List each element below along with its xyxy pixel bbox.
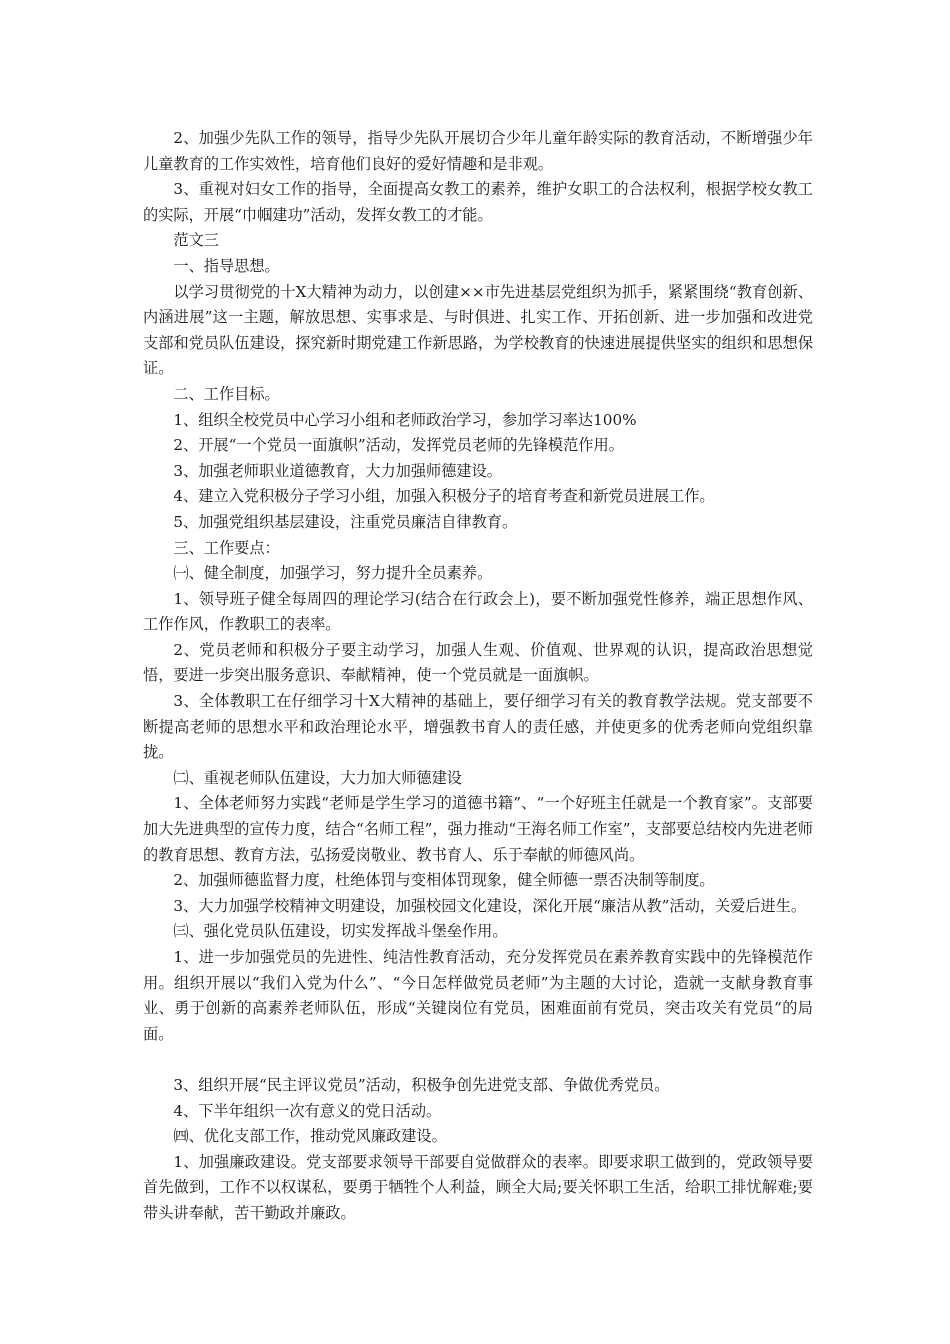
blank-line: [143, 1047, 813, 1073]
subsection-heading: ㈠、健全制度，加强学习，努力提升全员素养。: [173, 564, 493, 583]
list-item: 4、下半年组织一次有意义的党日活动。: [173, 1101, 442, 1120]
section-heading: 二、工作目标。: [173, 384, 280, 403]
section-heading: 一、指导思想。: [173, 256, 280, 275]
section-heading: 三、工作要点：: [173, 538, 280, 557]
document-body: [143, 126, 813, 1227]
list-item: 1、加强廉政建设。党支部要求领导干部要自觉做群众的表率。即要求职工做到的，党政领导要首先做到，工作不以权谋私，要勇于牺牲个人利益，顾全大局;要关怀职工生活，给职工排忧解难;要带头讲奉献，苦干勤政并廉政。: [143, 1152, 813, 1222]
list-item: 1、领导班子健全每周四的理论学习(结合在行政会上)，要不断加强党性修养，端正思想作风、工作作风，作教职工的表率。: [143, 589, 813, 634]
paragraph: 2、加强少先队工作的领导，指导少先队开展切合少年儿童年龄实际的教育活动，不断增强少年儿童教育的工作实效性，培育他们良好的爱好情趣和是非观。: [143, 129, 813, 173]
list-item: 4、建立入党积极分子学习小组，加强入积极分子的培育考查和新党员进展工作。: [173, 487, 715, 506]
list-item: 5、加强党组织基层建设，注重党员廉洁自律教育。: [173, 512, 518, 531]
subsection-heading: ㈢、强化党员队伍建设，切实发挥战斗堡垒作用。: [173, 922, 508, 941]
list-item: 3、大力加强学校精神文明建设，加强校园文化建设，深化开展“廉洁从教”活动，关爱后进生。: [173, 896, 807, 915]
list-item: 3、组织开展“民主评议党员”活动，积极争创先进党支部、争做优秀党员。: [173, 1075, 670, 1094]
paragraph: 3、重视对妇女工作的指导，全面提高女教工的素养，维护女职工的合法权利，根据学校女教工的实际，开展“巾帼建功”活动，发挥女教工的才能。: [143, 180, 813, 224]
list-item: 1、全体老师努力实践“老师是学生学习的道德书籍”、“一个好班主任就是一个教育家”。支部要加大先进典型的宣传力度，结合“名师工程”，强力推动“王海名师工作室”，支部要总结校内先进老师的教育思想、教育方法，弘扬爱岗敬业、教书育人、乐于奉献的师德风尚。: [143, 794, 813, 864]
subsection-heading: ㈣、优化支部工作，推动党风廉政建设。: [173, 1127, 447, 1146]
list-item: 3、全体教职工在仔细学习十X大精神的基础上，要仔细学习有关的教育教学法规。党支部要不断提高老师的思想水平和政治理论水平，增强教书育人的责任感，并使更多的优秀老师向党组织靠拢。: [143, 692, 813, 762]
section-heading: 范文三: [173, 231, 219, 250]
list-item: 1、进一步加强党员的先进性、纯洁性教育活动，充分发挥党员在素养教育实践中的先锋模范作用。组织开展以“我们入党为什么”、“今日怎样做党员老师”为主题的大讨论，造就一支献身教育事业、勇于创新的高素养老师队伍，形成“关键岗位有党员，困难面前有党员，突击攻关有党员”的局面。: [143, 948, 813, 1043]
list-item: 2、党员老师和积极分子要主动学习，加强人生观、价值观、世界观的认识，提高政治思想觉悟，要进一步突出服务意识、奉献精神，使一个党员就是一面旗帜。: [143, 640, 813, 685]
list-item: 3、加强老师职业道德教育，大力加强师德建设。: [173, 461, 502, 480]
subsection-heading: ㈡、重视老师队伍建设，大力加大师德建设: [173, 768, 462, 787]
list-item: 1、组织全校党员中心学习小组和老师政治学习，参加学习率达100%: [173, 410, 637, 429]
list-item: 2、开展“一个党员一面旗帜”活动，发挥党员老师的先锋模范作用。: [173, 436, 624, 455]
list-item: 2、加强师德监督力度，杜绝体罚与变相体罚现象，健全师德一票否决制等制度。: [173, 871, 715, 890]
paragraph: 以学习贯彻党的十X大精神为动力，以创建××市先进基层党组织为抓手，紧紧围绕“教育创新、内涵进展”这一主题，解放思想、实事求是、与时俱进、扎实工作、开拓创新、进一步加强和改进党支部和党员队伍建设，探究新时期党建工作新思路，为学校教育的快速进展提供坚实的组织和思想保证。: [143, 282, 813, 378]
